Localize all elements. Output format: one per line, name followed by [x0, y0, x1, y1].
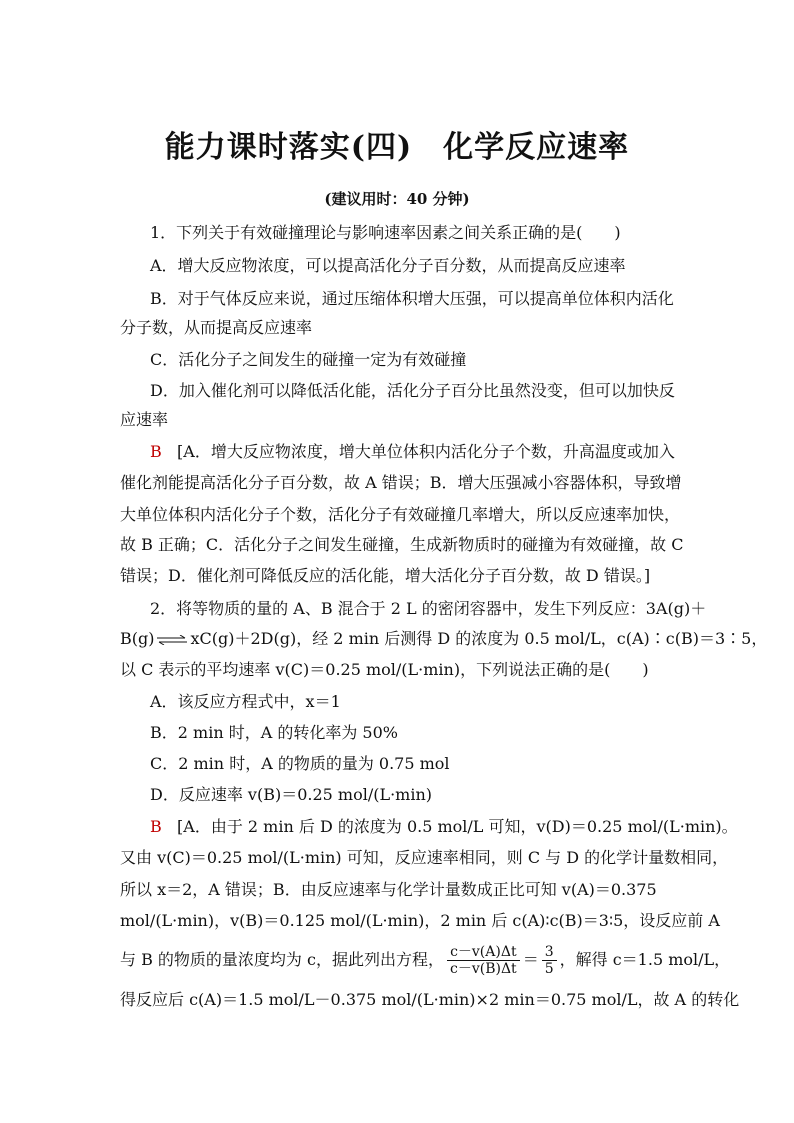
- fraction-rate-ratio: [447, 944, 520, 977]
- equals-sign: ＝: [522, 950, 539, 969]
- q1-stem: 1．下列关于有效碰撞理论与影响速率因素之间关系正确的是( ): [150, 223, 621, 242]
- fraction2-numerator: 3: [542, 944, 557, 961]
- q2-explanation-line6: 得反应后 c(A)＝1.5 mol/L－0.375 mol/(L·min)×2 min＝0.75 mol/L，故 A 的转化: [120, 990, 740, 1009]
- q2-option-a: A．该反应方程式中，x＝1: [150, 692, 341, 711]
- q2-answer: B: [150, 817, 162, 836]
- q1-option-d-line1: D．加入催化剂可以降低活化能，活化分子百分比虽然没变，但可以加快反: [150, 381, 675, 400]
- q2-explanation-line3: 所以 x＝2，A 错误；B．由反应速率与化学计量数成正比可知 v(A)＝0.375: [120, 880, 657, 899]
- page-title: 能力课时落实(四) 化学反应速率: [164, 130, 630, 165]
- fraction2-denominator: 5: [544, 961, 554, 977]
- q1-answer: B: [150, 442, 162, 461]
- q1-option-c: C．活化分子之间发生的碰撞一定为有效碰撞: [150, 350, 467, 369]
- q2-exp5-text-b: ，解得 c＝1.5 mol/L，: [559, 950, 731, 969]
- q1-explanation-line1: [150, 442, 675, 462]
- q1-exp-text: [A．增大反应物浓度，增大单位体积内活化分子个数，升高温度或加入: [177, 442, 675, 461]
- q2-explanation-line4: mol/(L·min)，v(B)＝0.125 mol/(L·min)，2 min 后 c(A)∶c(B)＝3∶5，设反应前 A: [120, 911, 720, 930]
- q2-option-b: B．2 min 时，A 的转化率为 50%: [150, 723, 398, 742]
- q1-option-b-line2: 分子数，从而提高反应速率: [120, 318, 313, 337]
- q2-exp5-text-a: 与 B 的物质的量浓度均为 c，据此列出方程，: [120, 950, 444, 969]
- q2-stem-line3: 以 C 表示的平均速率 v(C)＝0.25 mol/(L·min)，下列说法正确的是( ): [120, 660, 649, 679]
- fraction-numerator: c－v(A)Δt: [447, 944, 520, 961]
- q1-option-a: A．增大反应物浓度，可以提高活化分子百分数，从而提高反应速率: [150, 256, 626, 275]
- fraction-three-fifths: [542, 944, 557, 977]
- q2-stem-line2: [120, 629, 767, 649]
- q2-stem-reactant: B(g): [120, 629, 155, 648]
- q1-explanation-line4: 故 B 正确；C．活化分子之间发生碰撞，生成新物质时的碰撞为有效碰撞，故 C: [120, 535, 684, 554]
- q2-explanation-line2: 又由 v(C)＝0.25 mol/(L·min) 可知，反应速率相同，则 C 与 D 的化学计量数相同，: [120, 848, 729, 867]
- q2-stem-line1: 2．将等物质的量的 A、B 混合于 2 L 的密闭容器中，发生下列反应：3A(g)＋: [150, 599, 707, 618]
- q2-explanation-line1: [150, 817, 738, 837]
- q2-option-d: D．反应速率 v(B)＝0.25 mol/(L·min): [150, 785, 433, 804]
- q2-exp-text: [A．由于 2 min 后 D 的浓度为 0.5 mol/L 可知，v(D)＝0.25 mol/(L·min)。: [177, 817, 738, 836]
- q2-stem-product: xC(g)＋2D(g)，经 2 min 后测得 D 的浓度为 0.5 mol/L，c(A)∶c(B)＝3∶5，: [190, 629, 768, 648]
- q1-option-b-line1: B．对于气体反应来说，通过压缩体积增大压强，可以提高单位体积内活化: [150, 289, 674, 308]
- q1-explanation-line2: 催化剂能提高活化分子百分数，故 A 错误；B．增大压强减小容器体积，导致增: [120, 473, 682, 492]
- q1-option-d-line2: 应速率: [120, 410, 169, 429]
- page-subtitle: (建议用时：40 分钟): [324, 190, 470, 208]
- q2-option-c: C．2 min 时，A 的物质的量为 0.75 mol: [150, 754, 450, 773]
- q1-explanation-line5: 错误；D．催化剂可降低反应的活化能，增大活化分子百分数，故 D 错误。]: [120, 566, 651, 585]
- q1-explanation-line3: 大单位体积内活化分子个数，活化分子有效碰撞几率增大，所以反应速率加快，: [120, 505, 681, 524]
- q2-explanation-line5: [120, 944, 730, 977]
- fraction-denominator: c－v(B)Δt: [449, 961, 517, 977]
- equilibrium-arrow-icon: [156, 635, 188, 645]
